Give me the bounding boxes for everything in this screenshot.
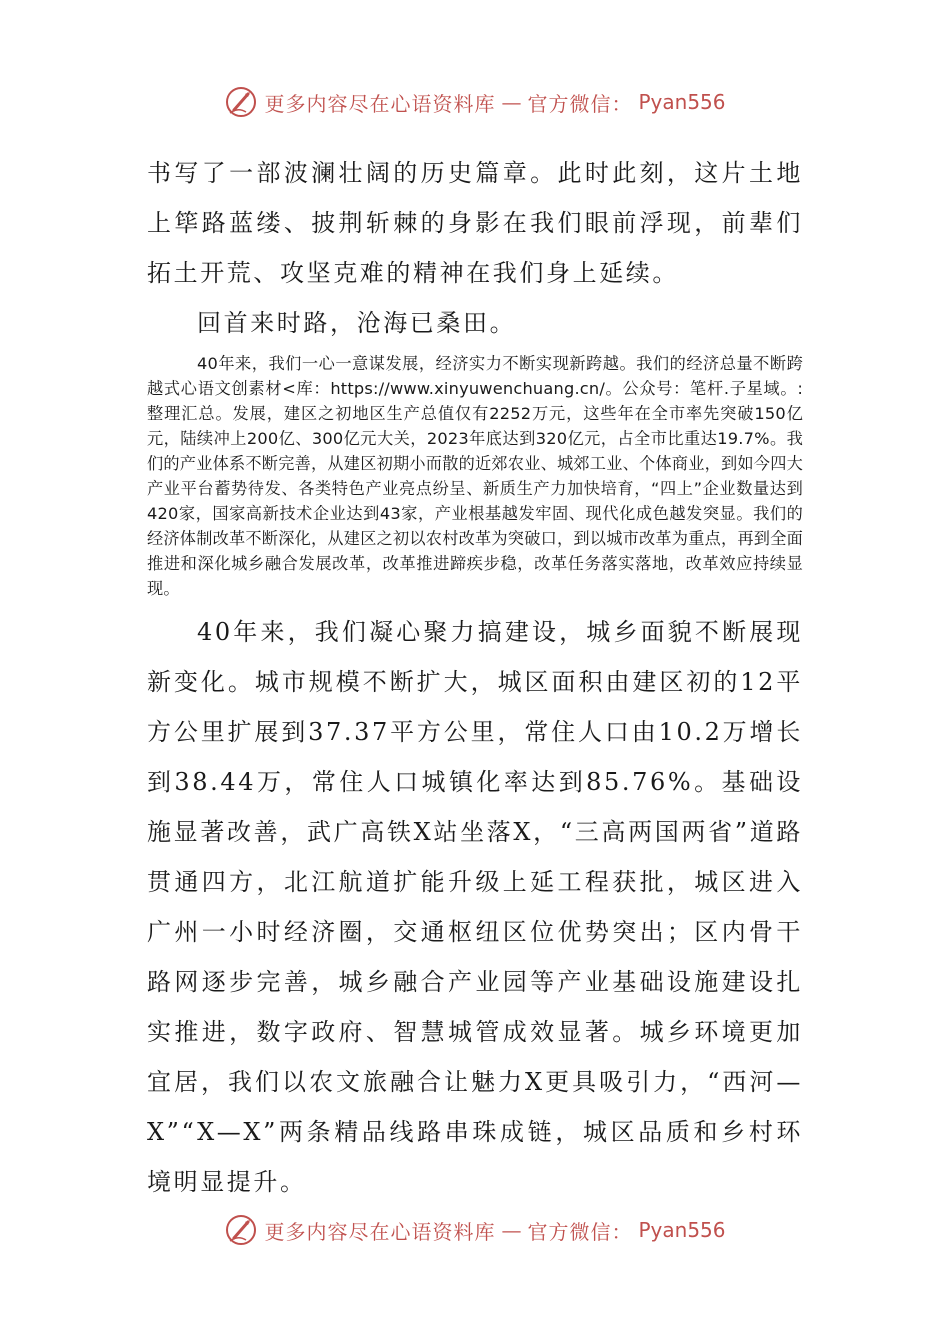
banner-wechat-label: 官方微信： bbox=[527, 91, 633, 116]
banner-wechat-id: Pyan556 bbox=[638, 90, 726, 114]
pen-logo-icon bbox=[224, 1213, 258, 1247]
document-body bbox=[147, 148, 803, 1207]
banner-text: 更多内容尽在心语资料库 bbox=[264, 1219, 496, 1244]
paragraph-3: 40年来，我们一心一意谋发展，经济实力不断实现新跨越。我们的经济总量不断跨越式心语文创素材<库：https://www.xinyuwenchuang.cn/。公众号：笔杆.子星域。:整理汇总。发展，建区之初地区生产总值仅有2252万元，这些年在全市率先突破150亿元，陆续冲上200亿、300亿元大关，2023年底达到320亿元，占全市比重达19.7%。我们的产业体系不断完善，从建区初期小而散的近郊农业、城郊工业、个体商业，到如今四大产业平台蓄势待发、各类特色产业亮点纷呈、新质生产力加快培育，“四上”企业数量达到420家，国家高新技术企业达到43家，产业根基越发牢固、现代化成色越发突显。我们的经济体制改革不断深化，从建区之初以农村改革为突破口，到以城市改革为重点，再到全面推进和深化城乡融合发展改革，改革推进蹄疾步稳，改革任务落实落地，改革效应持续显现。 bbox=[147, 354, 803, 598]
pen-logo-icon bbox=[224, 85, 258, 119]
footer-banner bbox=[0, 1210, 950, 1250]
banner-separator: — bbox=[501, 1218, 522, 1242]
banner-wechat-id: Pyan556 bbox=[638, 1218, 726, 1242]
banner-wechat-label: 官方微信： bbox=[527, 1219, 633, 1244]
paragraph-4: 40年来，我们凝心聚力搞建设，城乡面貌不断展现新变化。城市规模不断扩大，城区面积由建区初的12平方公里扩展到37.37平方公里，常住人口由10.2万增长到38.44万，常住人口城镇化率达到85.76%。基础设施显著改善，武广高铁X站坐落X，“三高两国两省”道路贯通四方，北江航道扩能升级上延工程获批，城区进入广州一小时经济圈，交通枢纽区位优势突出；区内骨干路网逐步完善，城乡融合产业园等产业基础设施建设扎实推进，数字政府、智慧城管成效显著。城乡环境更加宜居，我们以农文旅融合让魅力X更具吸引力，“西河—X”“X—X”两条精品线路串珠成链，城区品质和乡村环境明显提升。 bbox=[147, 618, 803, 1196]
banner-separator: — bbox=[501, 90, 522, 114]
header-banner bbox=[0, 82, 950, 122]
paragraph-2: 回首来时路，沧海已桑田。 bbox=[197, 309, 517, 337]
banner-text: 更多内容尽在心语资料库 bbox=[264, 91, 496, 116]
paragraph-1: 书写了一部波澜壮阔的历史篇章。此时此刻，这片土地上筚路蓝缕、披荆斩棘的身影在我们眼前浮现，前辈们拓土开荒、攻坚克难的精神在我们身上延续。 bbox=[147, 159, 803, 287]
